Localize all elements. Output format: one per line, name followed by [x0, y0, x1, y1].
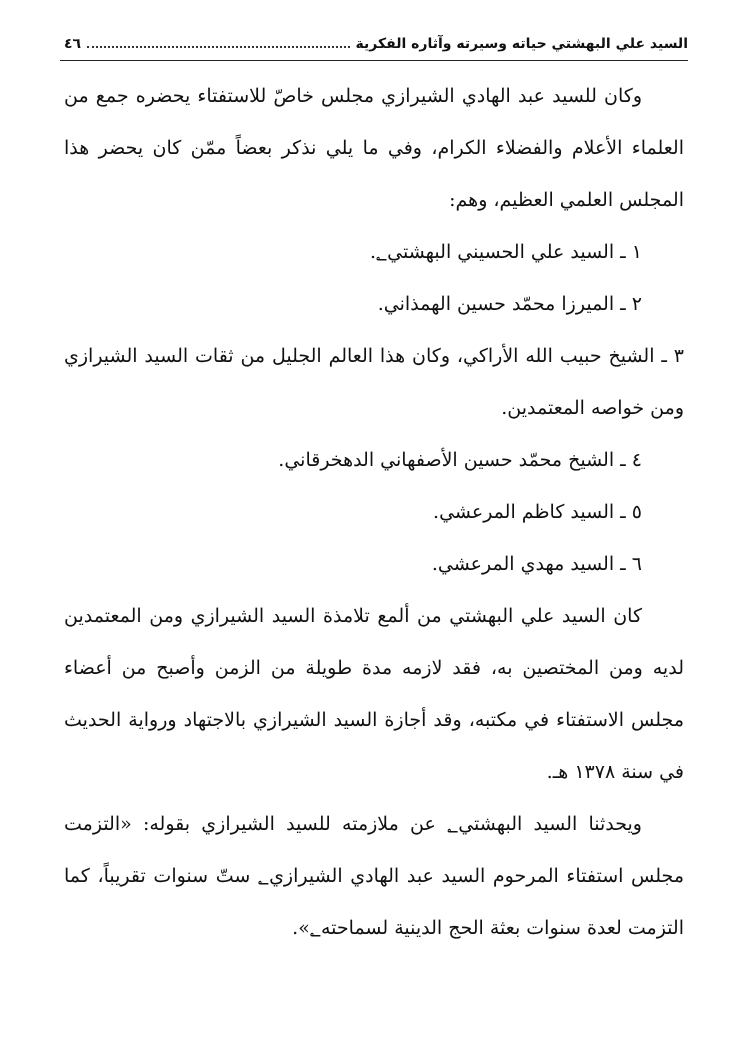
- list-item-1: ١ ـ السيد علي الحسيني البهشتي؂.: [369, 241, 642, 263]
- intro-paragraph: وكان للسيد عبد الهادي الشيرازي مجلس خاصّ للاستفتاء يحضره جمع من العلماء الأعلام والفضلاء الكرام، وفي ما يلي نذكر بعضاً ممّن كان يحضر هذا المجلس العلمي العظيم، وهم:: [64, 85, 684, 211]
- list-item-4: ٤ ـ الشيخ محمّد حسين الأصفهاني الدهخرقاني.: [278, 449, 642, 471]
- body-text: [64, 70, 684, 954]
- page-number: ٤٦: [64, 36, 82, 52]
- list-item-6: ٦ ـ السيد مهدي المرعشي.: [431, 553, 642, 575]
- list-item-3: ٣ ـ الشيخ حبيب الله الأراكي، وكان هذا العالم الجليل من ثقات السيد الشيرازي ومن خواصه المعتمدين.: [64, 345, 684, 419]
- body-paragraph-3: ويحدثنا السيد البهشتي؂ عن ملازمته للسيد الشيرازي بقوله: «التزمت مجلس استفتاء المرحوم السيد عبد الهادي الشيرازي؂ ستّ سنوات تقريباً، كما التزمت لعدة سنوات بعثة الحج الدينية لسماحته؂».: [64, 813, 684, 939]
- list-item-2: ٢ ـ الميرزا محمّد حسين الهمذاني.: [377, 293, 642, 315]
- header-rule: [60, 60, 688, 61]
- running-header: [60, 30, 688, 58]
- dotted-leader: [87, 46, 349, 48]
- body-paragraph-2: كان السيد علي البهشتي من ألمع تلامذة السيد الشيرازي ومن المعتمدين لديه ومن المختصين به، فقد لازمه مدة طويلة من الزمن وأصبح من أعضاء مجلس الاستفتاء في مكتبه، وقد أجازة السيد الشيرازي بالاجتهاد ورواية الحديث في سنة ١٣٧٨ هـ.: [64, 605, 684, 783]
- list-item-5: ٥ ـ السيد كاظم المرعشي.: [433, 501, 642, 523]
- running-header-title: السيد علي البهشتي حياته وسيرته وآثاره الفكرية: [355, 36, 688, 52]
